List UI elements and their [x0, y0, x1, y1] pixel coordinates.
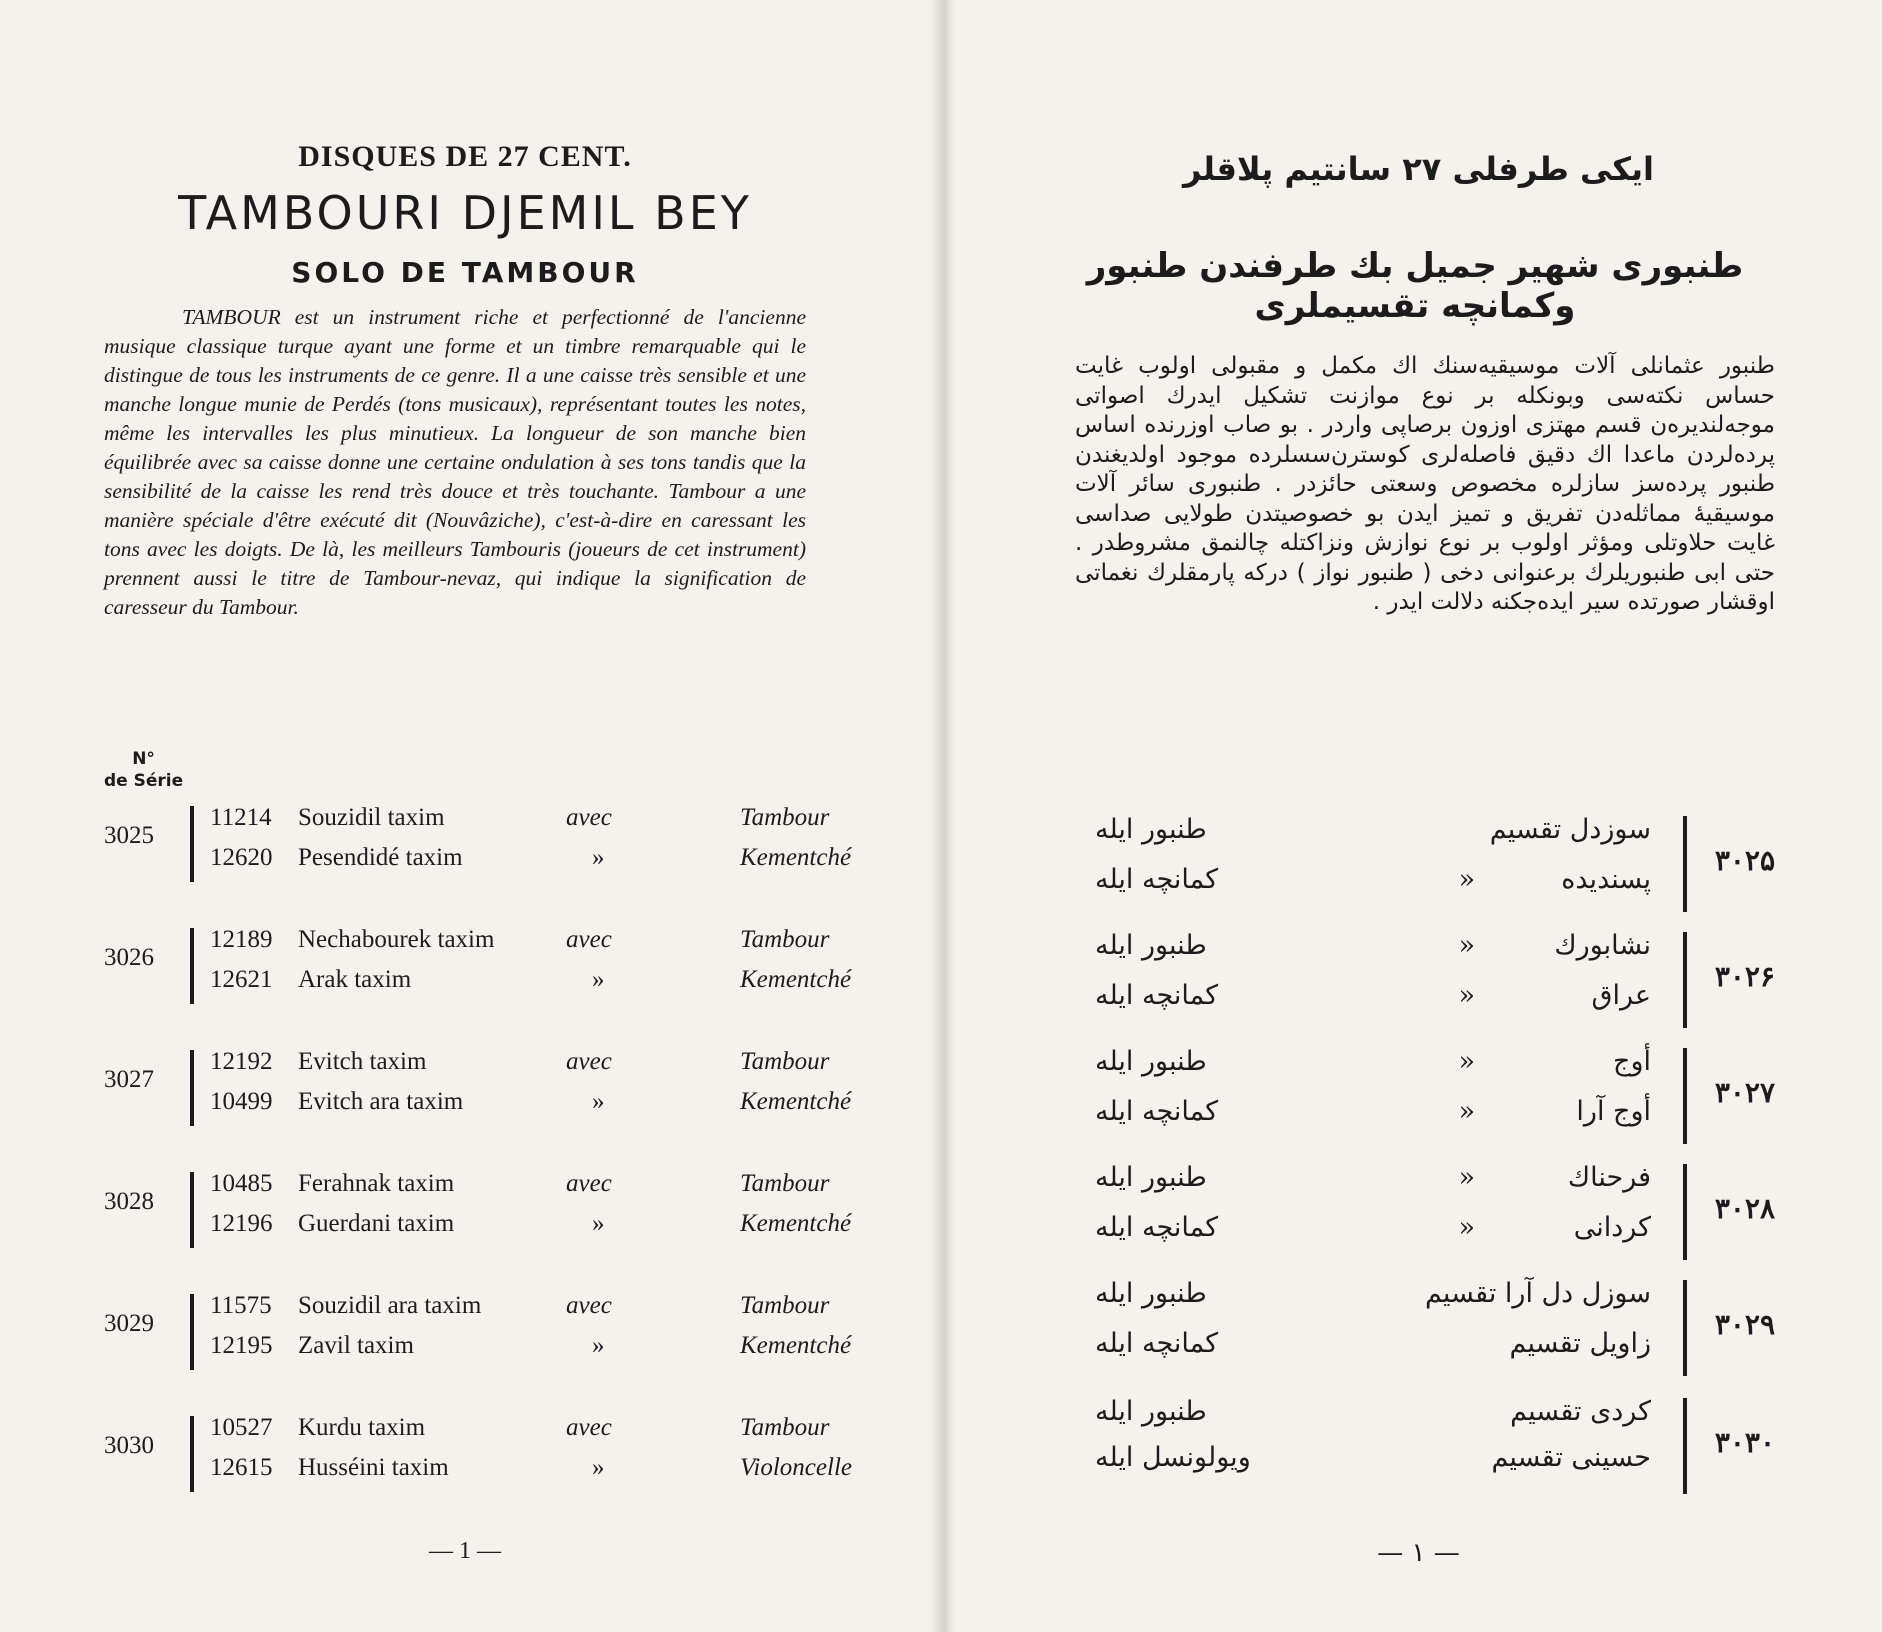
ditto-mark: »: [1458, 1046, 1475, 1077]
catalog-number: 11575: [210, 1292, 272, 1319]
group-bracket: [190, 1050, 194, 1126]
group-bracket: [1683, 1398, 1687, 1494]
serie-number: ۳۰۲۹: [1714, 1308, 1775, 1341]
subtitle: SOLO DE TAMBOUR: [291, 256, 639, 289]
record-row: [210, 1292, 830, 1332]
record-row: [1055, 1046, 1675, 1090]
record-group: [104, 1288, 852, 1372]
page-number-ottoman: — ۱ —: [1377, 1538, 1460, 1568]
with-label: avec: [566, 926, 612, 953]
record-row: [1055, 1212, 1675, 1256]
record-group: [104, 1410, 852, 1494]
record-row: [210, 1454, 852, 1494]
instrument: Kementché: [740, 966, 852, 993]
instrument: Kementché: [740, 1210, 852, 1237]
record-title: Souzidil taxim: [298, 804, 445, 831]
instrument: Tambour: [740, 1292, 830, 1319]
instrument: Tambour: [740, 1414, 830, 1441]
record-title: Kurdu taxim: [298, 1414, 426, 1441]
serie-label-number: N°: [132, 749, 155, 769]
record-title: زاویل تقسیم: [1509, 1328, 1651, 1359]
group-bracket: [190, 1172, 194, 1248]
record-title: Ferahnak taxim: [298, 1170, 455, 1197]
ditto-mark: »: [592, 1088, 605, 1115]
record-group-ottoman: [1055, 924, 1775, 1024]
record-title: Arak taxim: [298, 966, 412, 993]
record-group-ottoman: [1055, 1390, 1775, 1490]
record-title: Pesendidé taxim: [298, 844, 463, 871]
group-bracket: [190, 1294, 194, 1370]
record-group-ottoman: [1055, 1040, 1775, 1140]
record-title: Souzidil ara taxim: [298, 1292, 482, 1319]
ditto-mark: »: [1458, 930, 1475, 961]
instrument: کمانچه ایله: [1095, 1328, 1219, 1359]
instrument: Violoncelle: [740, 1454, 852, 1481]
catalog-number: 12615: [210, 1454, 273, 1481]
record-title: Husséini taxim: [298, 1454, 449, 1481]
ditto-mark: »: [592, 844, 605, 871]
record-title: Evitch taxim: [298, 1048, 427, 1075]
disc-size-heading-ottoman: ایکی طرفلی ۲۷ سانتیم پلاقلر: [1183, 150, 1654, 188]
catalog-number: 12621: [210, 966, 273, 993]
record-row: [210, 966, 852, 1006]
record-row: [1055, 1162, 1675, 1206]
record-group: [104, 800, 852, 884]
ditto-mark: »: [1458, 864, 1475, 895]
instrument: Kementché: [740, 844, 852, 871]
with-label: avec: [566, 804, 612, 831]
group-bracket: [1683, 1048, 1687, 1144]
catalog-number: 12195: [210, 1332, 273, 1359]
ditto-mark: »: [592, 1454, 605, 1481]
ditto-mark: »: [592, 1210, 605, 1237]
catalog-number: 12192: [210, 1048, 273, 1075]
group-bracket: [1683, 932, 1687, 1028]
instrument: طنبور ایله: [1095, 1396, 1207, 1427]
page-number: — 1 —: [429, 1538, 501, 1564]
with-label: avec: [566, 1048, 612, 1075]
instrument: Tambour: [740, 1170, 830, 1197]
group-bracket: [190, 806, 194, 882]
record-row: [210, 1210, 852, 1250]
record-title: پسندیده: [1561, 864, 1651, 895]
serie-number: ۳۰۲۸: [1714, 1192, 1775, 1225]
serie-label-text: de Série: [104, 771, 184, 791]
right-page: [955, 0, 1882, 1632]
record-title: Nechabourek taxim: [298, 926, 495, 953]
record-group: [104, 1166, 852, 1250]
ditto-mark: »: [592, 966, 605, 993]
ditto-mark: »: [1458, 1212, 1475, 1243]
group-bracket: [190, 1416, 194, 1492]
record-row: [1055, 814, 1675, 858]
serie-number: 3026: [104, 944, 154, 971]
intro-paragraph-ottoman: طنبور عثمانلی آلات موسیقیه‌سنك اك مكمل و مقبولی اولوب غایت حساس نکته‌سی وبونکله بر نوع موازنت تشکیل ایدرك اصواتی موجه‌لندیره‌ن قسم مهتزی اوزون برصاپی واردر . بو صاب اوزرنده اساس پرده‌لردن ماعدا اك دقیق فاصله‌لری کوسترن‌سسلرده موجود اولدیغندن طنبور پرده‌سز سازلره مخصوص وسعتی حائزدر . طنبوری سائر آلات موسیقیهٔ مماثله‌دن تفریق و تمیز ایدن بو خصوصیتدن طولایی صداسی غایت حلاوتلی ومؤثر اولوب بر نوع نوازش ونزاکتله چالنمق مشروطدر . حتی ابی طنبوریلرك برعنوانی دخی ( طنبور نواز ) درکه پارمقلرك نغماتی اوقشار صورتده سیر ایده‌جکنه دلالت ایدر .: [1075, 353, 1775, 615]
artist-name: TAMBOURI DJEMIL BEY: [178, 186, 752, 240]
group-bracket: [1683, 1164, 1687, 1260]
instrument: کمانچه ایله: [1095, 1096, 1219, 1127]
record-row: [210, 926, 830, 966]
record-group-ottoman: [1055, 808, 1775, 908]
record-row: [210, 1332, 852, 1372]
catalog-number: 11214: [210, 804, 272, 831]
serie-number: 3029: [104, 1310, 154, 1337]
record-row: [1055, 1442, 1675, 1486]
artist-name-ottoman: طنبوری شهیر جمیل بك طرفندن طنبور وکمانچه تقسیملری: [1086, 246, 1744, 326]
group-bracket: [1683, 1280, 1687, 1376]
record-row: [1055, 980, 1675, 1024]
instrument: Kementché: [740, 1088, 852, 1115]
ditto-mark: »: [1458, 980, 1475, 1011]
catalog-number: 12196: [210, 1210, 273, 1237]
serie-number: 3028: [104, 1188, 154, 1215]
record-row: [1055, 1396, 1675, 1440]
record-title: أوج: [1613, 1046, 1651, 1077]
ditto-mark: »: [1458, 1096, 1475, 1127]
record-group: [104, 922, 852, 1006]
instrument: ویولونسل ایله: [1095, 1442, 1251, 1473]
record-title: سوزدل تقسیم: [1489, 814, 1651, 845]
record-row: [1055, 930, 1675, 974]
record-row: [210, 1170, 830, 1210]
instrument: کمانچه ایله: [1095, 864, 1219, 895]
instrument: Tambour: [740, 926, 830, 953]
disc-size-heading: DISQUES DE 27 CENT.: [298, 140, 632, 173]
serie-number: 3025: [104, 822, 154, 849]
serie-number: 3027: [104, 1066, 154, 1093]
catalog-number: 12620: [210, 844, 273, 871]
record-title: Guerdani taxim: [298, 1210, 455, 1237]
instrument: Tambour: [740, 1048, 830, 1075]
instrument: طنبور ایله: [1095, 1278, 1207, 1309]
instrument: طنبور ایله: [1095, 1046, 1207, 1077]
record-title: Zavil taxim: [298, 1332, 414, 1359]
record-title: Evitch ara taxim: [298, 1088, 464, 1115]
record-title: کردانی: [1573, 1212, 1651, 1243]
instrument: Tambour: [740, 804, 830, 831]
record-title: سوزل دل آرا تقسیم: [1424, 1278, 1651, 1309]
serie-number: 3030: [104, 1432, 154, 1459]
with-label: avec: [566, 1414, 612, 1441]
group-bracket: [1683, 816, 1687, 912]
ditto-mark: »: [1458, 1162, 1475, 1193]
record-row: [210, 1414, 830, 1454]
record-row: [1055, 1328, 1675, 1372]
record-title: کردی تقسیم: [1510, 1396, 1651, 1427]
instrument: طنبور ایله: [1095, 1162, 1207, 1193]
record-title: أوج آرا: [1576, 1096, 1651, 1127]
page-fold: [930, 0, 955, 1632]
record-row: [1055, 1278, 1675, 1322]
instrument: طنبور ایله: [1095, 814, 1207, 845]
record-title: عراق: [1591, 980, 1651, 1011]
instrument: کمانچه ایله: [1095, 980, 1219, 1011]
group-bracket: [190, 928, 194, 1004]
instrument: کمانچه ایله: [1095, 1212, 1219, 1243]
catalog-number: 10485: [210, 1170, 273, 1197]
record-title: حسینی تقسیم: [1491, 1442, 1651, 1473]
catalog-number: 10527: [210, 1414, 273, 1441]
catalog-number: 12189: [210, 926, 273, 953]
with-label: avec: [566, 1170, 612, 1197]
serie-number: ۳۰۲۵: [1714, 844, 1775, 877]
record-row: [1055, 1096, 1675, 1140]
serie-column-header: [104, 748, 183, 792]
record-title: فرحناك: [1567, 1162, 1651, 1193]
record-row: [210, 804, 830, 844]
instrument: طنبور ایله: [1095, 930, 1207, 961]
catalog-number: 10499: [210, 1088, 273, 1115]
ditto-mark: »: [592, 1332, 605, 1359]
left-page: [0, 0, 930, 1632]
record-row: [210, 1088, 852, 1128]
with-label: avec: [566, 1292, 612, 1319]
record-group: [104, 1044, 852, 1128]
serie-number: ۳۰۲۷: [1714, 1076, 1775, 1109]
record-row: [210, 844, 852, 884]
serie-number: ۳۰۲۶: [1714, 960, 1775, 993]
record-row: [1055, 864, 1675, 908]
record-group-ottoman: [1055, 1156, 1775, 1256]
record-row: [210, 1048, 830, 1088]
record-group-ottoman: [1055, 1272, 1775, 1372]
intro-paragraph: TAMBOUR est un instrument riche et perfectionné de l'ancienne musique classique turque ayant une forme et un timbre remarquable qui le distingue de tous les instruments de ce genre. Il a une caisse très sensible et une manche longue munie de Perdés (tons musicaux), représentant toutes les notes, même les intervalles les plus minutieux. La longueur de son manche bien équilibrée avec sa caisse donne une certaine ondulation à ses tons tandis que la sensibilité de la caisse les rend très douce et très touchante. Tambour a une manière spéciale d'être exécuté dit (Nouvâziche), c'est-à-dire en caressant les tons avec les doigts. De là, les meilleurs Tambouris (joueurs de cet instrument) prennent aussi le titre de Tambour-nevaz, qui indique la signification de caresseur du Tambour.: [104, 305, 806, 619]
serie-number: ۳۰۳۰: [1714, 1426, 1775, 1459]
instrument: Kementché: [740, 1332, 852, 1359]
record-title: نشابورك: [1554, 930, 1651, 961]
